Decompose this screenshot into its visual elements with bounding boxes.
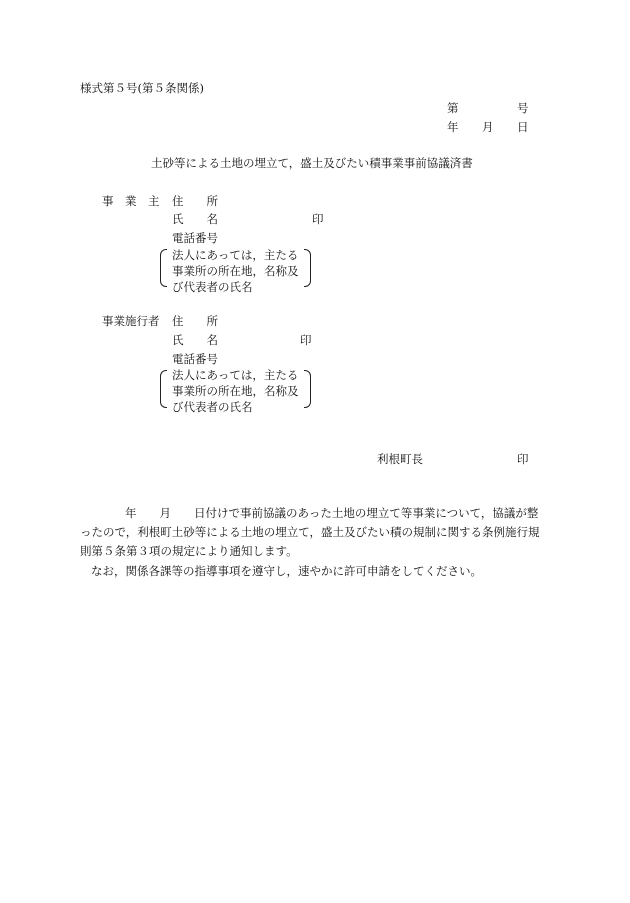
- operator-phone-label: 電話番号: [172, 231, 218, 245]
- date-day: 日: [517, 120, 529, 134]
- operator-note-bracket-left: [160, 249, 167, 287]
- body-line-1: 年 月 日付けで事前協議のあった土地の埋立て等事業について，協議が整: [125, 506, 539, 520]
- operator-name-label: 氏 名: [172, 212, 218, 226]
- body-paragraph-2: なお，関係各課等の指導事項を遵守し，速やかに許可申請をしてください。: [91, 564, 482, 578]
- document-title: 土砂等による土地の埋立て，盛土及びたい積事業事前協議済書: [151, 156, 473, 170]
- contractor-note-line-1: 法人にあっては，主たる: [172, 368, 299, 382]
- operator-note-line-3: び代表者の氏名: [172, 280, 253, 294]
- doc-number-go: 号: [517, 101, 529, 115]
- operator-seal: 印: [312, 212, 324, 226]
- contractor-seal: 印: [300, 333, 312, 347]
- operator-address-label: 住 所: [172, 194, 218, 208]
- doc-number-dai: 第: [447, 101, 459, 115]
- body-line-3: 則第５条第３項の規定により通知します。: [80, 544, 298, 558]
- issuer-title: 利根町長: [377, 452, 423, 466]
- contractor-note-line-3: び代表者の氏名: [172, 400, 253, 414]
- contractor-heading: 事業施行者: [102, 314, 160, 328]
- operator-note-bracket-right: [304, 249, 311, 287]
- contractor-note-bracket-left: [160, 370, 167, 408]
- contractor-name-label: 氏 名: [172, 333, 218, 347]
- date-month: 月: [482, 120, 494, 134]
- body-line-2: ったので，利根町土砂等による土地の埋立て，盛土及びたい積の規制に関する条例施行規: [80, 525, 540, 539]
- issuer-seal: 印: [517, 452, 529, 466]
- operator-heading: 事 業 主: [102, 194, 160, 208]
- form-number: 様式第５号(第５条関係): [80, 81, 204, 95]
- contractor-note-line-2: 事業所の所在地，名称及: [172, 384, 299, 398]
- operator-note-line-1: 法人にあっては，主たる: [172, 248, 299, 262]
- operator-note-line-2: 事業所の所在地，名称及: [172, 264, 299, 278]
- contractor-phone-label: 電話番号: [172, 352, 218, 366]
- contractor-address-label: 住 所: [172, 314, 218, 328]
- date-year: 年: [447, 120, 459, 134]
- contractor-note-bracket-right: [304, 370, 311, 408]
